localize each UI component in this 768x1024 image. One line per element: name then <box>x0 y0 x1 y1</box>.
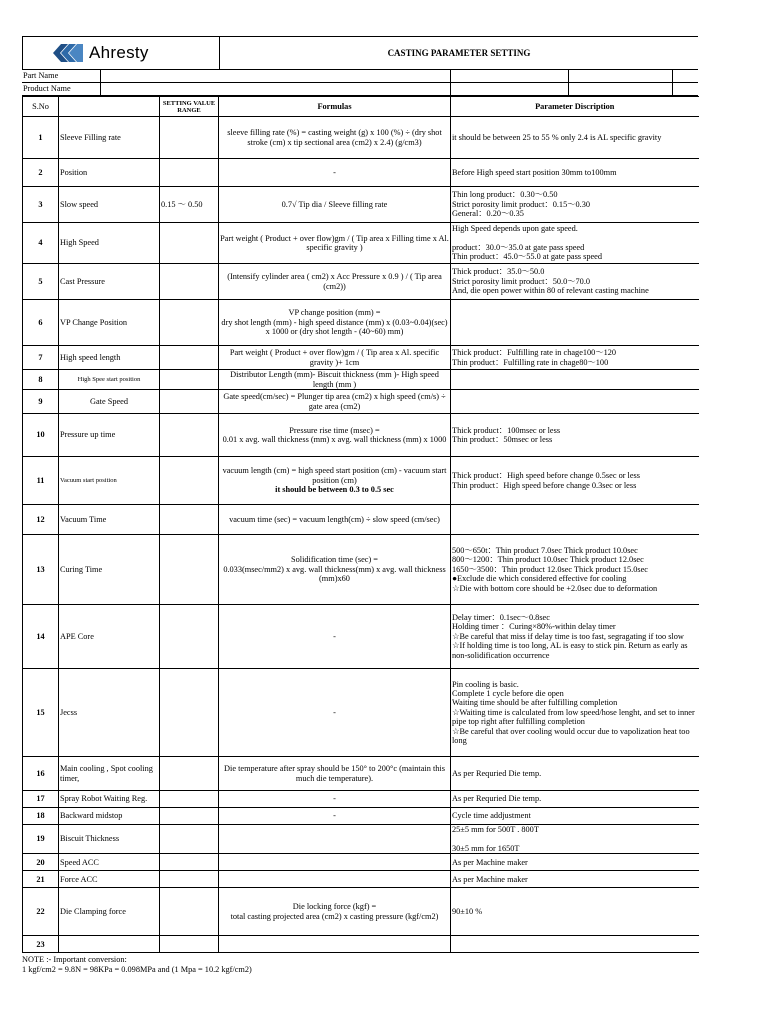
row-formula: Die temperature after spray should be 150° to 200°c (maintain this much die temperature). <box>219 757 451 791</box>
row-number: 7 <box>23 346 59 370</box>
row-description: Pin cooling is basic. Complete 1 cycle before die open Waiting time should be after fulfilling completion ☆Waiting time is calculated from low speed/hose lenght, and set to inner pipe top right after fulfilling completion ☆Be careful that over cooling would occur due to vapolization heat too long <box>451 669 699 757</box>
table-row <box>23 808 699 825</box>
table-row <box>23 346 699 370</box>
table-row <box>23 791 699 808</box>
row-number: 17 <box>23 791 59 808</box>
row-formula: (Intensify cylinder area ( cm2) x Acc Pressure x 0.9 ) / ( Tip area (cm2)) <box>219 264 451 300</box>
row-description: As per Requried Die temp. <box>451 757 699 791</box>
row-number: 10 <box>23 414 59 457</box>
product-name-extra-3 <box>672 83 698 96</box>
row-item: Biscuit Thickness <box>59 825 160 854</box>
table-row <box>23 159 699 187</box>
row-setting-range[interactable] <box>160 871 219 888</box>
row-item: Position <box>59 159 160 187</box>
row-setting-range[interactable] <box>160 757 219 791</box>
row-formula-emphasis: it should be between 0.3 to 0.5 sec <box>275 485 394 495</box>
row-description <box>451 505 699 535</box>
row-formula: VP change position (mm) = dry shot length (mm) - high speed distance (mm) x (0.03~0.04)(sec) x 1000 or (dry shot length - (40~60) mm) <box>219 300 451 346</box>
product-name-row <box>22 83 698 96</box>
row-setting-range[interactable]: 0.15 ～ 0.50 <box>160 187 219 223</box>
row-number: 15 <box>23 669 59 757</box>
product-name-value[interactable] <box>100 83 450 96</box>
row-formula: Part weight ( Product + over flow)gm / ( Tip area x Filling time x Al. specific gravity ) <box>219 223 451 264</box>
row-item <box>59 936 160 953</box>
table-row <box>23 669 699 757</box>
row-description: Thin long product：0.30～0.50 Strict porosity limit product：0.15～0.30 General：0.20～0.35 <box>451 187 699 223</box>
row-number: 14 <box>23 605 59 669</box>
row-setting-range[interactable] <box>160 264 219 300</box>
row-description: As per Machine maker <box>451 871 699 888</box>
table-row <box>23 605 699 669</box>
row-formula: 0.7√ Tip dia / Sleeve filling rate <box>219 187 451 223</box>
row-setting-range[interactable] <box>160 791 219 808</box>
product-name-extra-2 <box>568 83 672 96</box>
row-item: Curing Time <box>59 535 160 605</box>
row-formula: Pressure rise time (msec) = 0.01 x avg. wall thickness (mm) x avg. wall thickness (mm) x 1000 <box>219 414 451 457</box>
table-row <box>23 888 699 936</box>
row-description: Cycle time addjustment <box>451 808 699 825</box>
row-setting-range[interactable] <box>160 223 219 264</box>
logo-cell <box>23 37 220 69</box>
table-row <box>23 457 699 505</box>
row-formula: - <box>219 669 451 757</box>
row-setting-range[interactable] <box>160 390 219 414</box>
row-number: 21 <box>23 871 59 888</box>
row-description: Thick product：100msec or less Thin product：50msec or less <box>451 414 699 457</box>
table-row <box>23 117 699 159</box>
conversion-note: NOTE :- Important conversion: 1 kgf/cm2 = 9.8N = 98KPa = 0.098MPa and (1 Mpa = 10.2 kgf/cm2) <box>22 955 252 975</box>
row-number: 11 <box>23 457 59 505</box>
row-setting-range[interactable] <box>160 669 219 757</box>
row-number: 8 <box>23 370 59 390</box>
row-setting-range[interactable] <box>160 825 219 854</box>
row-formula: sleeve filling rate (%) = casting weight (g) x 100 (%) ÷ (dry shot stroke (cm) x tip sectional area (cm2) x 2.4) (g/cm3) <box>219 117 451 159</box>
row-item: High speed length <box>59 346 160 370</box>
row-setting-range[interactable] <box>160 117 219 159</box>
table-row <box>23 757 699 791</box>
row-number: 4 <box>23 223 59 264</box>
row-formula: Part weight ( Product + over flow)gm / ( Tip area x Al. specific gravity )+ 1cm <box>219 346 451 370</box>
part-name-row <box>22 70 698 83</box>
row-item: Force ACC <box>59 871 160 888</box>
row-item: Main cooling , Spot cooling timer, <box>59 757 160 791</box>
row-number: 12 <box>23 505 59 535</box>
row-setting-range[interactable] <box>160 159 219 187</box>
row-setting-range[interactable] <box>160 888 219 936</box>
row-description <box>451 370 699 390</box>
row-formula: - <box>219 605 451 669</box>
table-row <box>23 187 699 223</box>
row-item: Gate Speed <box>59 390 160 414</box>
row-item: Speed ACC <box>59 854 160 871</box>
header-setting-range: SETTING VALUE RANGE <box>160 97 219 117</box>
row-number: 13 <box>23 535 59 605</box>
row-number: 1 <box>23 117 59 159</box>
table-row <box>23 414 699 457</box>
row-formula <box>219 457 451 505</box>
row-setting-range[interactable] <box>160 346 219 370</box>
row-description: 90±10 % <box>451 888 699 936</box>
company-logo <box>51 42 149 64</box>
table-row <box>23 871 699 888</box>
row-description: Thick product：35.0～50.0 Strict porosity limit product：50.0～70.0 And, die open power within 80 of relevant casting machine <box>451 264 699 300</box>
table-row <box>23 535 699 605</box>
table-row <box>23 264 699 300</box>
part-name-extra-3 <box>672 70 698 83</box>
row-item: Vacuum start position <box>59 457 160 505</box>
row-description <box>451 390 699 414</box>
row-item: High Speed <box>59 223 160 264</box>
parameter-table <box>22 96 699 953</box>
row-formula: - <box>219 808 451 825</box>
row-formula: - <box>219 791 451 808</box>
row-formula <box>219 825 451 854</box>
row-description: Delay timer：0.1sec～0.8sec Holding timer ：Curing×80%-within delay timer ☆Be careful that miss if delay time is too fast, segragating if too slow ☆If holding time is too long, AL is easy to stick pin. Return as early as non-solidification occurrence <box>451 605 699 669</box>
row-number: 19 <box>23 825 59 854</box>
row-item: APE Core <box>59 605 160 669</box>
row-number: 20 <box>23 854 59 871</box>
row-formula <box>219 936 451 953</box>
row-setting-range[interactable] <box>160 936 219 953</box>
ahresty-logo-icon <box>51 42 85 64</box>
row-description: 500～650t：Thin product 7.0sec Thick product 10.0sec 800～1200：Thin product 10.0sec Thick product 12.0sec 1650～3500：Thin product 12.0sec Thick product 15.0sec ●Exclude die which considered effective for cooling ☆Die with bottom core should be +2.0sec due to deformation <box>451 535 699 605</box>
table-row <box>23 825 699 854</box>
row-setting-range[interactable] <box>160 535 219 605</box>
table-row <box>23 505 699 535</box>
row-formula <box>219 871 451 888</box>
row-number: 6 <box>23 300 59 346</box>
row-setting-range[interactable] <box>160 414 219 457</box>
row-number: 2 <box>23 159 59 187</box>
row-item: Jecss <box>59 669 160 757</box>
table-row <box>23 390 699 414</box>
row-number: 5 <box>23 264 59 300</box>
row-formula-text: vacuum length (cm) = high speed start position (cm) - vacuum start position (cm) <box>222 466 447 485</box>
table-row <box>23 300 699 346</box>
header-item <box>59 97 160 117</box>
page-title: CASTING PARAMETER SETTING <box>387 48 531 58</box>
row-description: High Speed depends upon gate speed. product：30.0～35.0 at gate pass speed Thin product：45.0～55.0 at gate pass speed <box>451 223 699 264</box>
casting-parameter-sheet <box>22 36 698 975</box>
row-number: 9 <box>23 390 59 414</box>
part-name-label: Part Name <box>22 70 100 83</box>
row-item: Sleeve Filling rate <box>59 117 160 159</box>
row-number: 3 <box>23 187 59 223</box>
row-formula <box>219 854 451 871</box>
row-item: VP Change Position <box>59 300 160 346</box>
row-setting-range[interactable] <box>160 300 219 346</box>
row-setting-range[interactable] <box>160 370 219 390</box>
row-number: 22 <box>23 888 59 936</box>
row-formula: vacuum time (sec) = vacuum length(cm) ÷ slow speed (cm/sec) <box>219 505 451 535</box>
row-item: Die Clamping force <box>59 888 160 936</box>
row-item: Backward midstop <box>59 808 160 825</box>
table-row <box>23 854 699 871</box>
row-description <box>451 300 699 346</box>
row-description: Before High speed start position 30mm to100mm <box>451 159 699 187</box>
row-item: Pressure up time <box>59 414 160 457</box>
sheet-header <box>22 36 698 69</box>
product-name-label: Product Name <box>22 83 100 96</box>
row-formula: Gate speed(cm/sec) = Plunger tip area (cm2) x high speed (cm/s) ÷ gate area (cm2) <box>219 390 451 414</box>
row-setting-range[interactable] <box>160 854 219 871</box>
row-number: 16 <box>23 757 59 791</box>
part-name-extra-2 <box>568 70 672 83</box>
row-item: Slow speed <box>59 187 160 223</box>
row-description: Thick product：High speed before change 0.5sec or less Thin product：High speed before change 0.3sec or less <box>451 457 699 505</box>
row-formula: - <box>219 159 451 187</box>
table-row <box>23 223 699 264</box>
row-number: 18 <box>23 808 59 825</box>
row-description: it should be between 25 to 55 % only 2.4 is AL specific gravity <box>451 117 699 159</box>
table-row <box>23 370 699 390</box>
row-number: 23 <box>23 936 59 953</box>
logo-text: Ahresty <box>89 43 149 62</box>
part-name-extra-1 <box>450 70 568 83</box>
row-setting-range[interactable] <box>160 505 219 535</box>
row-description: Thick product：Fulfilling rate in chage100～120 Thin product：Fulfilling rate in chage80～100 <box>451 346 699 370</box>
table-header-row <box>23 97 699 117</box>
info-table <box>22 69 698 96</box>
row-formula: Distributor Length (mm)- Biscuit thickness (mm )- High speed length (mm ) <box>219 370 451 390</box>
row-setting-range[interactable] <box>160 808 219 825</box>
row-setting-range[interactable] <box>160 605 219 669</box>
header-sno: S.No <box>23 97 59 117</box>
row-item: Spray Robot Waiting Reg. <box>59 791 160 808</box>
table-row <box>23 936 699 953</box>
part-name-value[interactable] <box>100 70 450 83</box>
row-description: As per Machine maker <box>451 854 699 871</box>
row-setting-range[interactable] <box>160 457 219 505</box>
row-description <box>451 936 699 953</box>
row-item: Cast Pressure <box>59 264 160 300</box>
row-description: 25±5 mm for 500T . 800T 30±5 mm for 1650T <box>451 825 699 854</box>
row-formula: Solidification time (sec) = 0.033(msec/mm2) x avg. wall thickness(mm) x avg. wall thickness (mm)x60 <box>219 535 451 605</box>
product-name-extra-1 <box>450 83 568 96</box>
row-item: Vacuum Time <box>59 505 160 535</box>
row-item: High Spee start position <box>59 370 160 390</box>
row-description: As per Requried Die temp. <box>451 791 699 808</box>
header-description: Parameter Discription <box>451 97 699 117</box>
header-formulas: Formulas <box>219 97 451 117</box>
row-formula: Die locking force (kgf) = total casting projected area (cm2) x casting pressure (kgf/cm2) <box>219 888 451 936</box>
